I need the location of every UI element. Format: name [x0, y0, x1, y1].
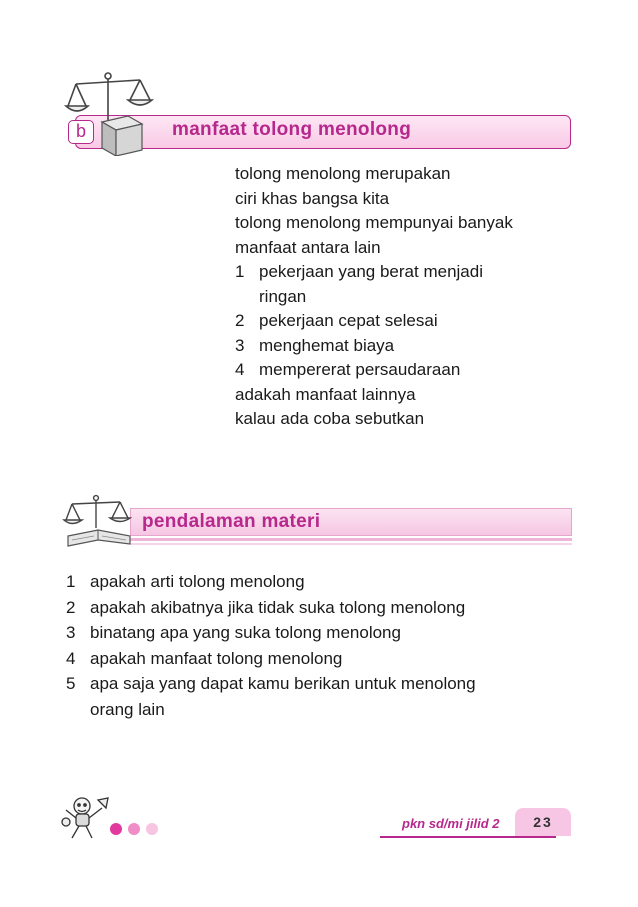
question-number: 4 [66, 648, 76, 668]
pendalaman-title: pendalaman materi [142, 511, 321, 532]
dot-icon [128, 823, 140, 835]
cube-icon [102, 116, 142, 156]
question-number: 2 [66, 597, 76, 617]
body-line: tolong menolong mempunyai banyak [235, 213, 513, 232]
decorative-dots [110, 822, 164, 834]
benefit-text: pekerjaan yang berat menjadi [259, 262, 483, 281]
footer-rule [380, 836, 556, 838]
closing-line: kalau ada coba sebutkan [235, 409, 425, 428]
dot-icon [110, 823, 122, 835]
page-number: 23 [533, 814, 553, 830]
question-text: apa saja yang dapat kamu berikan untuk menolong [90, 674, 476, 693]
benefit-text: mempererat persaudaraan [259, 360, 461, 379]
cartoon-mascot-icon [60, 792, 112, 840]
question-item [66, 671, 476, 697]
section-b-title: manfaat tolong menolong [172, 119, 412, 140]
closing-line: adakah manfaat lainnya [235, 384, 416, 404]
benefit-text: menghemat biaya [259, 335, 395, 355]
question-text: apakah manfaat tolong menolong [90, 648, 343, 668]
book-icon [62, 494, 134, 552]
section-letter-badge: b [68, 120, 94, 144]
benefit-item [235, 334, 513, 359]
benefit-number: 3 [235, 335, 245, 355]
body-line: ciri khas bangsa kita [235, 188, 390, 208]
header-divider [130, 538, 572, 541]
section-b-body [235, 162, 513, 432]
question-number: 1 [66, 572, 76, 591]
question-number: 5 [66, 674, 76, 693]
header-divider [130, 543, 572, 545]
benefit-item [235, 260, 513, 285]
book-title: pkn sd/mi jilid 2 [402, 816, 500, 831]
question-continuation: orang lain [90, 699, 165, 719]
benefit-text: pekerjaan cepat selesai [259, 311, 438, 330]
benefit-item [235, 309, 513, 334]
benefit-continuation: ringan [259, 286, 307, 306]
benefit-number: 4 [235, 360, 245, 379]
question-text: apakah akibatnya jika tidak suka tolong menolong [90, 597, 466, 617]
question-item [66, 569, 476, 595]
question-list [66, 569, 476, 722]
question-item [66, 595, 476, 621]
question-text: apakah arti tolong menolong [90, 572, 305, 591]
question-item [66, 620, 476, 646]
question-number: 3 [66, 623, 76, 642]
body-line: manfaat antara lain [235, 237, 381, 257]
dot-icon [146, 823, 158, 835]
benefit-number: 2 [235, 311, 245, 330]
question-text: binatang apa yang suka tolong menolong [90, 623, 401, 642]
benefit-item [235, 358, 513, 383]
benefit-number: 1 [235, 262, 245, 281]
body-line: tolong menolong merupakan [235, 164, 451, 183]
question-item [66, 646, 476, 672]
